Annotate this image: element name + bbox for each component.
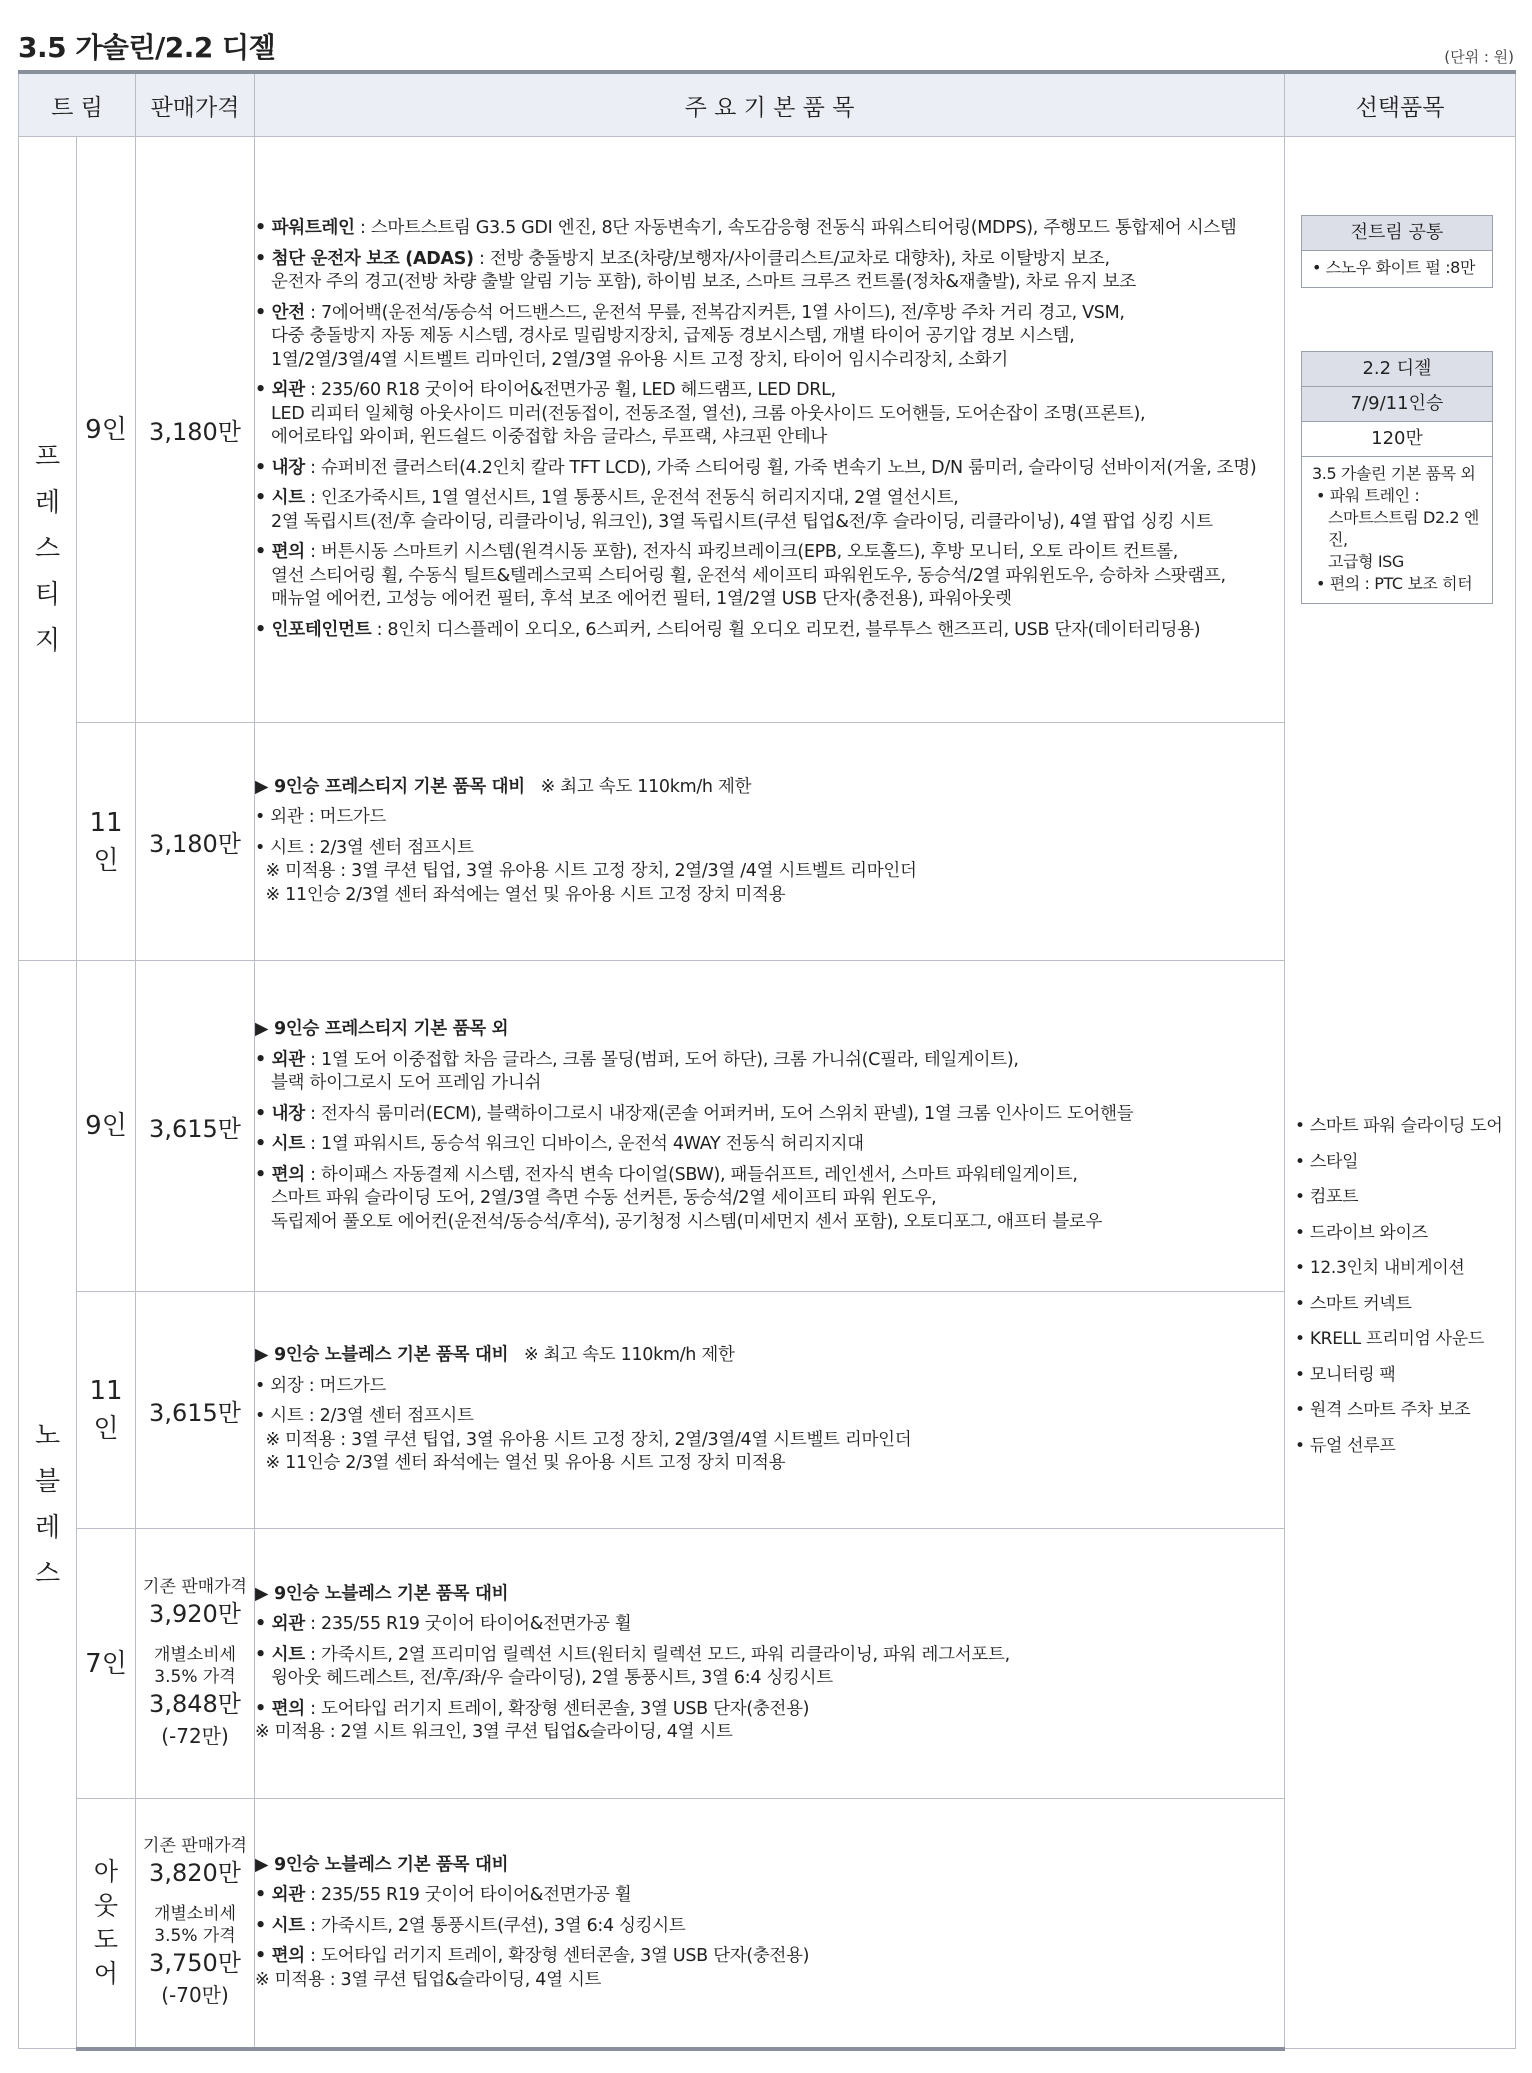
feature-text: 다중 충돌방지 자동 제동 시스템, 경사로 밀림방지장치, 급제동 경보시스템, 개별 타이어 공기압 경보 시스템, (271, 326, 1075, 346)
tax-label-rate: 3.5% 가격 (154, 1666, 236, 1687)
feature-category: • 편의 (255, 1698, 305, 1719)
feature-category: • 편의 (255, 1164, 305, 1185)
feature-text: ※ 미적용 : 2열 시트 워크인, 3열 쿠션 팁업&슬라이딩, 4열 시트 (255, 1722, 733, 1742)
feature-text: : 인조가죽시트, 1열 열선시트, 1열 통풍시트, 운전석 전동식 허리지지대, 2열 열선시트, (304, 488, 959, 508)
feature-line (255, 1375, 1284, 1399)
option-diesel-pt2: 고급형 ISG (1328, 552, 1404, 571)
feature-line (255, 1613, 1284, 1637)
feature-line (255, 541, 1284, 565)
header-row (19, 72, 1516, 137)
feature-text: 스마트 파워 슬라이딩 도어, 2열/3열 측면 수동 선커튼, 동승석/2열 세이프티 파워 윈도우, (271, 1188, 937, 1208)
base-price: 3,920만 (149, 1599, 241, 1628)
option-item: • 스마트 파워 슬라이딩 도어 (1295, 1116, 1503, 1136)
option-common-title: 전트림 공통 (1302, 216, 1492, 251)
option-common-box (1301, 215, 1493, 288)
feature-category: • 편의 (255, 1946, 305, 1966)
seat-n11: 11 인 (77, 1292, 136, 1529)
feature-text: 운전자 주의 경고(전방 차량 출발 알림 기능 포함), 하이빔 보조, 스마트 크루즈 컨트롤(정차&재출발), 차로 유지 보조 (271, 272, 1136, 292)
feature-line (255, 1698, 1284, 1722)
options-cell (1285, 137, 1516, 2049)
row-prestige-9 (19, 137, 1516, 723)
feature-line (255, 619, 1284, 643)
feature-line (255, 776, 1284, 800)
feature-line (255, 1945, 1284, 1969)
feature-line (255, 806, 1284, 830)
header-price: 판매가격 (136, 72, 255, 137)
feature-line (255, 1644, 1284, 1668)
feature-line (255, 565, 1284, 589)
feature-text: : 1열 파워시트, 동승석 워크인 디바이스, 운전석 4WAY 전동식 허리지지대 (304, 1134, 864, 1154)
option-item: • 스마트 커넥트 (1295, 1293, 1412, 1314)
price-p9: 3,180만 (136, 137, 255, 723)
feature-text: : 버튼시동 스마트키 시스템(원격시동 포함), 전자식 파킹브레이크(EPB, 오토홀드), 후방 모니터, 오토 라이트 컨트롤, (304, 542, 1179, 562)
feature-text: ※ 미적용 : 3열 쿠션 팁업&슬라이딩, 4열 시트 (255, 1969, 602, 1990)
feature-line (255, 325, 1284, 349)
feature-text: 매뉴얼 에어컨, 고성능 에어컨 필터, 후석 보조 에어컨 필터, 1열/2열 USB 단자(충전용), 파워아웃렛 (271, 589, 1012, 609)
feature-line (255, 248, 1284, 272)
feature-text: : 235/55 R19 굿이어 타이어&전면가공 휠 (304, 1614, 632, 1634)
feature-category: • 외관 (255, 380, 305, 400)
feature-line (255, 1854, 1284, 1878)
tax-price: 3,750만 (149, 1948, 241, 1977)
seat-n9: 9인 (77, 961, 136, 1292)
feature-line (255, 403, 1284, 427)
feature-line (255, 1452, 1284, 1476)
price-diff: (-72만) (161, 1723, 229, 1748)
feature-line (255, 1583, 1284, 1607)
feature-category: • 시트 (255, 1134, 305, 1154)
feature-text: : 전자식 룸미러(ECM), 블랙하이그로시 내장재(콘솔 어퍼커버, 도어 스위치 판넬), 1열 크롬 인사이드 도어핸들 (304, 1103, 1134, 1124)
feature-text: : 7에어백(운전석/동승석 어드밴스드, 운전석 무릎, 전복감지커튼, 1열 사이드), 전/후방 주차 거리 경고, VSM, (304, 302, 1125, 323)
feature-text: ※ 11인승 2/3열 센터 좌석에는 열선 및 유아용 시트 고정 장치 미적용 (255, 1453, 786, 1474)
seat-p9: 9인 (77, 137, 136, 723)
feature-line (255, 1721, 1284, 1745)
option-item: • 컴포트 (1295, 1187, 1359, 1207)
feature-line (255, 1884, 1284, 1908)
option-common-item: • 스노우 화이트 펄 (1312, 258, 1441, 277)
tax-label-rate: 3.5% 가격 (154, 1925, 236, 1946)
option-list (1295, 1109, 1503, 1464)
feature-text: • 외장 : 머드가드 (255, 1375, 387, 1396)
feature-line (255, 457, 1284, 481)
feature-line (255, 1915, 1284, 1939)
features-n11 (255, 1292, 1285, 1529)
option-item: • 12.3인치 내비게이션 (1295, 1258, 1465, 1278)
option-common-price: :8만 (1445, 258, 1476, 277)
feature-text: ※ 최고 속도 110km/h 제한 (508, 1345, 735, 1366)
feature-category: • 첨단 운전자 보조 (ADAS) (255, 248, 474, 269)
feature-line (255, 487, 1284, 511)
feature-text: : 도어타입 러기지 트레이, 확장형 센터콘솔, 3열 USB 단자(충전용) (304, 1698, 810, 1719)
feature-line (255, 511, 1284, 535)
features-n7 (255, 1529, 1285, 1799)
price-outdoor (136, 1799, 255, 2049)
option-diesel-pt1: 스마트스트림 D2.2 엔진, (1328, 508, 1479, 549)
feature-text: 윙아웃 헤드레스트, 전/후/좌/우 슬라이딩), 2열 통풍시트, 3열 6:4 싱킹시트 (271, 1668, 833, 1688)
feature-line (255, 1405, 1284, 1429)
feature-category: • 안전 (255, 302, 305, 323)
base-price: 3,820만 (149, 1858, 241, 1887)
tax-price: 3,848만 (149, 1689, 241, 1718)
price-table (18, 70, 1516, 2051)
feature-category: • 시트 (255, 1915, 305, 1936)
feature-text: 에어로타입 와이퍼, 윈드쉴드 이중접합 차음 글라스, 루프랙, 샤크핀 안테나 (271, 427, 828, 447)
feature-line (255, 1211, 1284, 1235)
feature-text: • 시트 : 2/3열 센터 점프시트 (255, 1406, 474, 1427)
feature-line (255, 271, 1284, 295)
feature-line (255, 1164, 1284, 1188)
price-n7 (136, 1529, 255, 1799)
feature-line (255, 426, 1284, 450)
option-diesel-desc: 3.5 가솔린 기본 품목 외 (1312, 464, 1476, 483)
option-diesel-conv: • 편의 : PTC 보조 히터 (1316, 574, 1473, 593)
feature-text: : 8인치 디스플레이 오디오, 6스피커, 스티어링 휠 오디오 리모컨, 블루투스 핸즈프리, USB 단자(데이터리딩용) (371, 619, 1201, 640)
feature-line (255, 217, 1284, 241)
feature-line (255, 1969, 1284, 1993)
option-item: • 드라이브 와이즈 (1295, 1222, 1428, 1243)
feature-text: : 스마트스트림 G3.5 GDI 엔진, 8단 자동변속기, 속도감응형 전동식 파워스티어링(MDPS), 주행모드 통합제어 시스템 (354, 218, 1237, 238)
feature-category: ▶ 9인승 노블레스 기본 품목 대비 (255, 1583, 509, 1604)
feature-text: • 외관 : 머드가드 (255, 807, 387, 828)
price-n11: 3,615만 (136, 1292, 255, 1529)
feature-category: • 인포테인먼트 (255, 619, 372, 640)
seat-outdoor: 아웃도어 (77, 1799, 136, 2049)
feature-text: : 하이패스 자동결제 시스템, 전자식 변속 다이얼(SBW), 패들쉬프트, 레인센서, 스마트 파워테일게이트, (304, 1164, 1078, 1185)
tax-label: 개별소비세 (153, 1903, 237, 1924)
feature-line (255, 349, 1284, 373)
feature-category: ▶ 9인승 프레스티지 기본 품목 외 (255, 1019, 509, 1039)
option-diesel-price: 120만 (1302, 422, 1492, 457)
page-title: 3.5 가솔린/2.2 디젤 (18, 31, 276, 64)
feature-category: ▶ 9인승 노블레스 기본 품목 대비 (255, 1345, 509, 1366)
feature-text: ※ 미적용 : 3열 쿠션 팁업, 3열 유아용 시트 고정 장치, 2열/3열 /4열 시트벨트 리마인더 (255, 861, 917, 882)
feature-text: : 1열 도어 이중접합 차음 글라스, 크롬 몰딩(범퍼, 도어 하단), 크롬 가니쉬(C필라, 테일게이트), (304, 1049, 1019, 1070)
feature-text: 블랙 하이그로시 도어 프레임 가니쉬 (271, 1073, 542, 1093)
option-diesel-box (1301, 351, 1493, 604)
feature-text: 2열 독립시트(전/후 슬라이딩, 리클라이닝, 워크인), 3열 독립시트(쿠션 팁업&전/후 슬라이딩, 리클라이닝), 4열 팝업 싱킹 시트 (271, 511, 1213, 532)
features-n9 (255, 961, 1285, 1292)
base-price-label: 기존 판매가격 (143, 1835, 247, 1856)
feature-line (255, 1344, 1284, 1368)
feature-line (255, 1103, 1284, 1127)
option-item: • 듀얼 선루프 (1295, 1435, 1396, 1456)
feature-category: • 외관 (255, 1885, 305, 1905)
feature-line (255, 837, 1284, 861)
feature-category: • 시트 (255, 488, 305, 508)
feature-text: : 슈퍼비전 클러스터(4.2인치 칼라 TFT LCD), 가죽 스티어링 휠, 가죽 변속기 노브, D/N 룸미러, 슬라이딩 선바이저(거울, 조명) (304, 457, 1257, 478)
seat-p11: 11 인 (77, 723, 136, 961)
feature-category: • 외관 (255, 1614, 305, 1634)
feature-text: : 235/55 R19 굿이어 타이어&전면가공 휠 (304, 1885, 632, 1905)
option-item: • 모니터링 팩 (1295, 1364, 1396, 1385)
option-item: • KRELL 프리미엄 사운드 (1295, 1329, 1485, 1349)
trim-noblesse: 노블레스 (19, 961, 77, 2049)
base-price-label: 기존 판매가격 (143, 1576, 247, 1597)
feature-line (255, 379, 1284, 403)
feature-text: : 전방 충돌방지 보조(차량/보행자/사이클리스트/교차로 대향차), 차로 이탈방지 보조, (473, 248, 1110, 269)
feature-category: ▶ 9인승 프레스티지 기본 품목 대비 (255, 776, 525, 797)
feature-line (255, 302, 1284, 326)
header-features: 주 요 기 본 품 목 (255, 72, 1285, 137)
feature-category: • 편의 (255, 542, 305, 562)
feature-category: • 외관 (255, 1049, 305, 1070)
features-outdoor (255, 1799, 1285, 2049)
feature-text: • 시트 : 2/3열 센터 점프시트 (255, 837, 474, 858)
option-diesel-pt-label: • 파워 트레인 : (1316, 486, 1420, 505)
feature-text: ※ 11인승 2/3열 센터 좌석에는 열선 및 유아용 시트 고정 장치 미적용 (255, 884, 786, 905)
features-p11 (255, 723, 1285, 961)
features-p9 (255, 137, 1285, 723)
option-diesel-title: 2.2 디젤 (1302, 352, 1492, 387)
option-diesel-seats: 7/9/11인승 (1302, 387, 1492, 422)
feature-category: • 내장 (255, 1103, 305, 1124)
feature-text: LED 리피터 일체형 아웃사이드 미러(전동접이, 전동조절, 열선), 크롬 아웃사이드 도어핸들, 도어손잡이 조명(프론트), (271, 403, 1146, 424)
feature-text: ※ 최고 속도 110km/h 제한 (524, 776, 752, 797)
header-trim: 트 림 (19, 72, 136, 137)
feature-text: 1열/2열/3열/4열 시트벨트 리마인더, 2열/3열 유아용 시트 고정 장치, 타이어 임시수리장치, 소화기 (271, 349, 1008, 370)
feature-line (255, 588, 1284, 612)
seat-n7: 7인 (77, 1529, 136, 1799)
feature-line (255, 1133, 1284, 1157)
feature-text: : 가죽시트, 2열 통풍시트(쿠션), 3열 6:4 싱킹시트 (304, 1915, 686, 1936)
feature-line (255, 884, 1284, 908)
feature-category: • 파워트레인 (255, 218, 355, 238)
trim-prestige: 프레스티지 (19, 137, 77, 961)
feature-line (255, 1049, 1284, 1073)
feature-category: • 시트 (255, 1644, 305, 1665)
unit-label: (단위 : 원) (1444, 48, 1514, 66)
feature-line (255, 1018, 1284, 1042)
feature-line (255, 860, 1284, 884)
price-p11: 3,180만 (136, 723, 255, 961)
feature-line (255, 1429, 1284, 1453)
feature-line (255, 1072, 1284, 1096)
feature-line (255, 1187, 1284, 1211)
price-n9: 3,615만 (136, 961, 255, 1292)
price-diff: (-70만) (161, 1982, 229, 2007)
option-item: • 원격 스마트 주차 보조 (1295, 1400, 1471, 1420)
feature-text: ※ 미적용 : 3열 쿠션 팁업, 3열 유아용 시트 고정 장치, 2열/3열/4열 시트벨트 리마인더 (255, 1429, 912, 1450)
tax-label: 개별소비세 (153, 1644, 237, 1665)
feature-text: : 235/60 R18 굿이어 타이어&전면가공 휠, LED 헤드램프, LED DRL, (304, 380, 836, 400)
option-item: • 스타일 (1295, 1151, 1359, 1172)
feature-category: ▶ 9인승 노블레스 기본 품목 대비 (255, 1854, 509, 1875)
feature-line (255, 1667, 1284, 1691)
feature-text: 열선 스티어링 휠, 수동식 틸트&텔레스코픽 스티어링 휠, 운전석 세이프티 파워윈도우, 동승석/2열 파워윈도우, 승하차 스팟램프, (271, 565, 1226, 586)
feature-text: : 도어타입 러기지 트레이, 확장형 센터콘솔, 3열 USB 단자(충전용) (304, 1946, 810, 1966)
feature-category: • 내장 (255, 457, 305, 478)
feature-text: 독립제어 풀오토 에어컨(운전석/동승석/후석), 공기청정 시스템(미세먼지 센서 포함), 오토디포그, 애프터 블로우 (271, 1211, 1103, 1232)
header-options: 선택품목 (1285, 72, 1516, 137)
feature-text: : 가죽시트, 2열 프리미엄 릴렉션 시트(원터치 릴렉션 모드, 파워 리클라이닝, 파워 레그서포트, (304, 1644, 1010, 1665)
